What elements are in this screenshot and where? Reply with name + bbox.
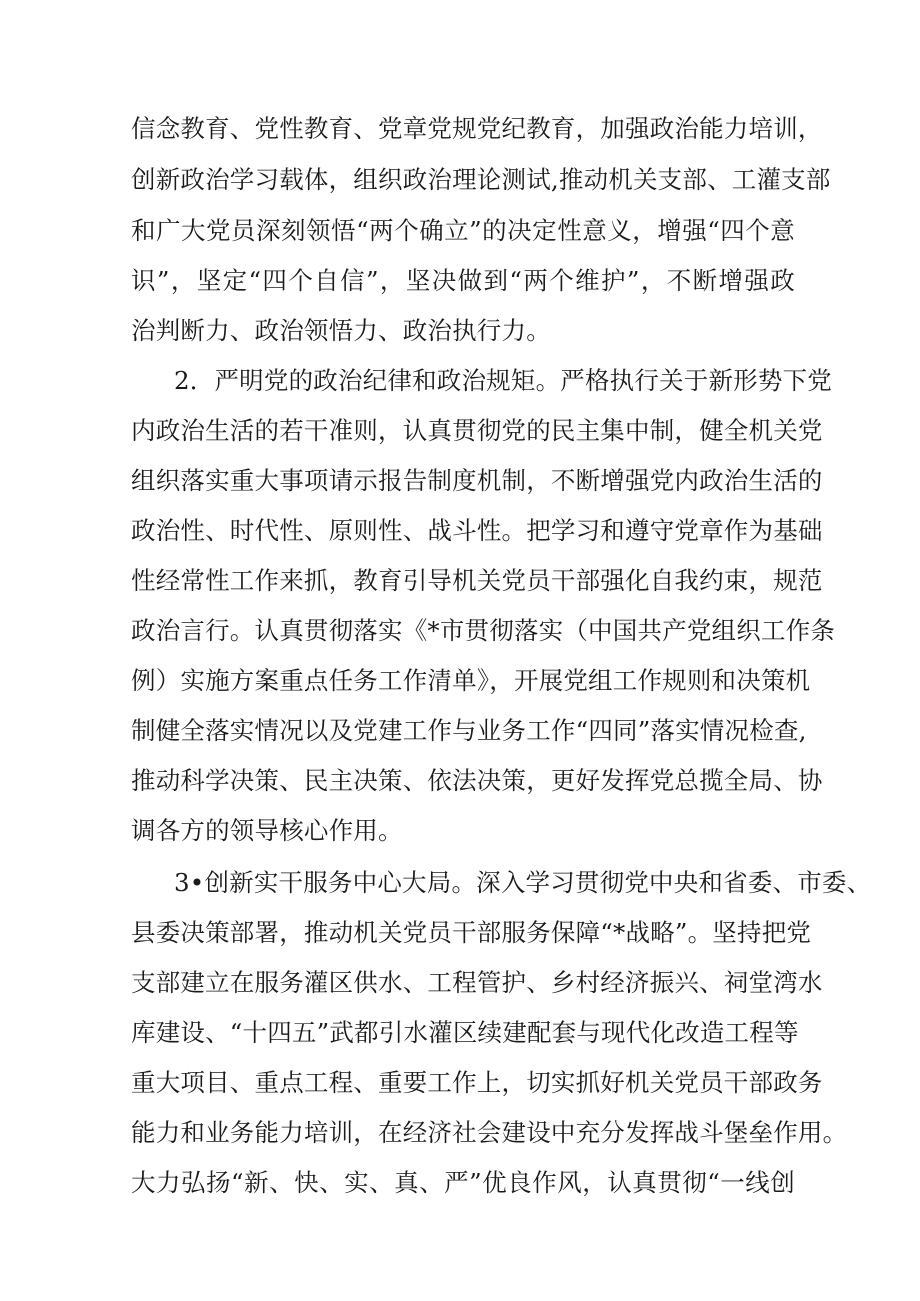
text-line: 政治言行。认真贯彻落实《*市贯彻落实（中国共产党组织工作条 bbox=[131, 616, 836, 645]
text-line: 组织落实重大事项请示报告制度机制，不断增强党内政治生活的 bbox=[131, 466, 823, 495]
text-line: 调各方的领导核心作用。 bbox=[131, 816, 403, 845]
text-line: 例）实施方案重点任务工作清单》，开展党组工作规则和决策机 bbox=[131, 666, 811, 695]
text-line: 支部建立在服务灌区供水、工程管护、乡村经济振兴、祠堂湾水 bbox=[131, 968, 823, 997]
text-line: 库建设、“十四五”武都引水灌区续建配套与现代化改造工程等 bbox=[131, 1018, 799, 1047]
text-line: 推动科学决策、民主决策、依法决策，更好发挥党总揽全局、协 bbox=[131, 766, 823, 795]
text-line: 和广大党员深刻领悟“两个确立”的决定性意义，增强“四个意 bbox=[131, 216, 795, 245]
text-line: 识”，坚定“四个自信”，坚决做到“两个维护”，不断增强政 bbox=[131, 266, 795, 295]
text-line: 大力弘扬“新、快、实、真、严”优良作风，认真贯彻“一线创 bbox=[131, 1168, 795, 1197]
paragraph-first-line: 2．严明党的政治纪律和政治规矩。严格执行关于新形势下党 bbox=[174, 366, 832, 395]
text-line: 治判断力、政治领悟力、政治执行力。 bbox=[131, 316, 551, 345]
text-line: 县委决策部署，推动机关党员干部服务保障“*战略”。坚持把党 bbox=[131, 918, 812, 947]
paragraph-first-line: 3•创新实干服务中心大局。深入学习贯彻党中央和省委、市委、 bbox=[174, 868, 872, 897]
text-line: 能力和业务能力培训，在经济社会建设中充分发挥战斗堡垒作用。 bbox=[131, 1118, 848, 1147]
text-line: 政治性、时代性、原则性、战斗性。把学习和遵守党章作为基础 bbox=[131, 516, 823, 545]
text-line: 创新政治学习载体，组织政治理论测试,推动机关支部、工灌支部 bbox=[131, 165, 831, 194]
text-line: 内政治生活的若干准则，认真贯彻党的民主集中制，健全机关党 bbox=[131, 416, 823, 445]
text-line: 性经常性工作来抓，教育引导机关党员干部强化自我约束，规范 bbox=[131, 566, 823, 595]
text-line: 制健全落实情况以及党建工作与业务工作“四同”落实情况检查, bbox=[131, 716, 807, 745]
text-line: 重大项目、重点工程、重要工作上，切实抓好机关党员干部政务 bbox=[131, 1068, 823, 1097]
text-line: 信念教育、党性教育、党章党规党纪教育，加强政治能力培训， bbox=[131, 114, 823, 143]
